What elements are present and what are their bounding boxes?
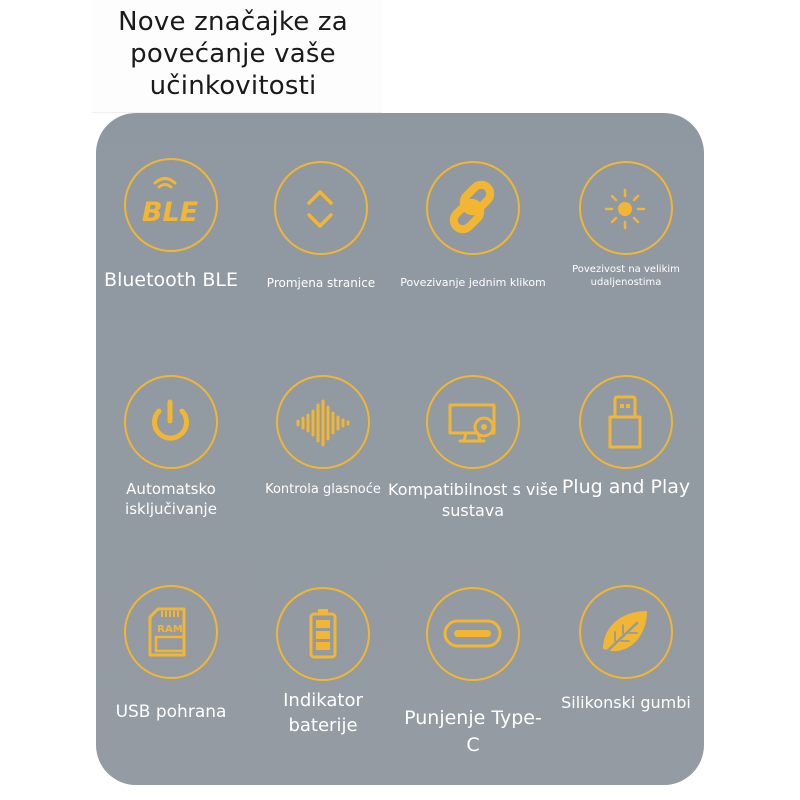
- page-switch-icon: [274, 161, 368, 255]
- feature-label: Kontrola glasnoće: [265, 482, 381, 497]
- feature-one-click-connect: [398, 158, 548, 308]
- leaf-icon: [579, 585, 673, 679]
- type-c-port-icon: [426, 587, 520, 681]
- feature-battery-indicator: [248, 587, 398, 737]
- feature-label: Bluetooth BLE: [104, 269, 238, 291]
- page-title: Nove značajke za povećanje vaše učinkovitosti: [118, 7, 348, 101]
- battery-icon: [276, 587, 370, 681]
- usb-plug-icon: [579, 375, 673, 469]
- feature-multi-system: [388, 375, 558, 525]
- feature-label: Kompatibilnost s više sustava: [388, 480, 558, 520]
- sound-wave-icon: [276, 375, 370, 469]
- feature-type-c-charging: [398, 587, 548, 757]
- feature-label: Plug and Play: [561, 476, 691, 498]
- link-chain-icon: [426, 161, 520, 255]
- feature-label: Punjenje Type-C: [404, 707, 542, 756]
- feature-plug-and-play: [551, 375, 701, 525]
- ram-card-icon: [124, 585, 218, 679]
- power-icon: [124, 375, 218, 469]
- feature-label: USB pohrana: [115, 702, 227, 722]
- feature-silicone-buttons: [551, 585, 701, 735]
- feature-usb-storage: [96, 585, 246, 735]
- feature-label: Automatsko isključivanje: [125, 480, 217, 518]
- feature-label: Povezivanje jednim klikom: [400, 276, 546, 289]
- ble-icon: [124, 158, 218, 252]
- feature-bluetooth-ble: [96, 158, 246, 308]
- signal-sun-icon: [579, 161, 673, 255]
- feature-label: Silikonski gumbi: [561, 693, 691, 712]
- svg-text:RAM: RAM: [157, 624, 183, 635]
- feature-label: Povezivost na velikim udaljenostima: [572, 264, 680, 288]
- feature-label: Promjena stranice: [266, 276, 376, 290]
- monitor-gear-icon: [426, 375, 520, 469]
- svg-text:BLE: BLE: [141, 197, 199, 228]
- feature-long-range: [551, 158, 701, 308]
- feature-label: Indikator baterije: [283, 690, 363, 736]
- features-panel: [96, 113, 704, 785]
- feature-volume-control: [248, 375, 398, 525]
- feature-page-switch: [246, 158, 396, 308]
- feature-auto-shutdown: [96, 375, 246, 525]
